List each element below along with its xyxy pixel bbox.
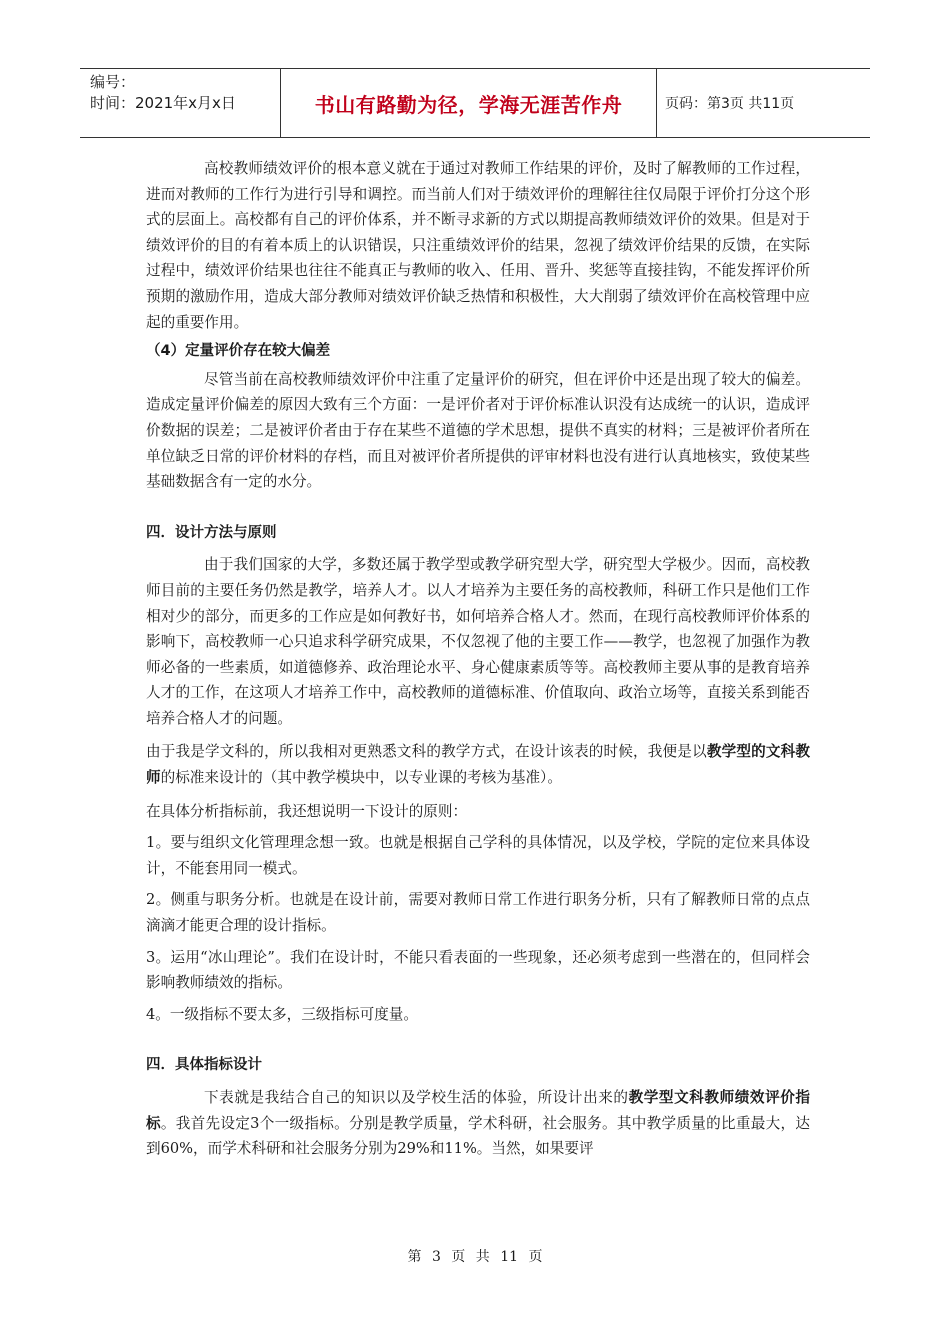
paragraph-indicator-design: 下表就是我结合自己的知识以及学校生活的体验，所设计出来的教学型文科教师绩效评价指标。我首先设定3个一级指标。分别是教学质量，学术科研，社会服务。其中教学质量的比重最大，达到60%，而学术科研和社会服务分别为29%和11%。当然，如果要评	[146, 1089, 810, 1158]
header-meta	[80, 69, 280, 137]
list-item: 3。运用“冰山理论”。我们在设计时，不能只看表面的一些现象，还必须考虑到一些潜在的，但同样会影响教师绩效的指标。	[146, 948, 810, 992]
paragraph-quantitative-bias: 尽管当前在高校教师绩效评价中注重了定量评价的研究，但在评价中还是出现了较大的偏差。造成定量评价偏差的原因大致有三个方面：一是评价者对于评价标准认识没有达成统一的认识，造成评价数据的误差；二是被评价者由于存在某些不道德的学术思想，提供不真实的材料；三是被评价者所在单位缺乏日常的评价材料的存档，而且对被评价者所提供的评审材料也没有进行认真地核实，致使某些基础数据含有一定的水分。	[146, 370, 810, 491]
page-footer: 第 3 页 共 11 页	[407, 1249, 543, 1265]
section-heading-indicator-design: 四．具体指标设计	[146, 1057, 262, 1074]
paragraph-evaluation-meaning: 高校教师绩效评价的根本意义就在于通过对教师工作结果的评价，及时了解教师的工作过程，进而对教师的工作行为进行引导和调控。而当前人们对于绩效评价的理解往往仅局限于评价打分这个形式的层面上。高校都有自己的评价体系，并不断寻求新的方式以期提高教师绩效评价的效果。但是对于绩效评价的目的有着本质上的认识错误，只注重绩效评价的结果，忽视了绩效评价结果的反馈，在实际过程中，绩效评价结果也往往不能真正与教师的收入、任用、晋升、奖惩等直接挂钩，不能发挥评价所预期的激励作用，造成大部分教师对绩效评价缺乏热情和积极性，大大削弱了绩效评价在高校管理中应起的重要作用。	[146, 160, 810, 331]
header-motto-cell	[280, 69, 656, 137]
list-item: 1。要与组织文化管理理念想一致。也就是根据自己学科的具体情况，以及学校，学院的定位来具体设计，不能套用同一模式。	[146, 834, 810, 877]
bold-teacher-type: 教学型的文科教师	[146, 743, 810, 787]
list-item: 4。一级指标不要太多，三级指标可度量。	[146, 1005, 418, 1023]
doc-number-label: 编号：	[90, 73, 136, 91]
header-motto: 书山有路勤为径，学海无涯苦作舟	[314, 92, 623, 117]
page-header	[80, 68, 870, 138]
paragraph-university-types: 由于我们国家的大学，多数还属于教学型或教学研究型大学，研究型大学极少。因而，高校教师目前的主要任务仍然是教学，培养人才。以人才培养为主要任务的高校教师，科研工作只是他们工作相对少的部分，而更多的工作应是如何教好书，如何培养合格人才。然而，在现行高校教师评价体系的影响下，高校教师一心只追求科学研究成果，不仅忽视了他的主要工作——教学，也忽视了加强作为教师必备的一些素质，如道德修养、政治理论水平、身心健康素质等等。高校教师主要从事的是教育培养人才的工作，在这项人才培养工作中，高校教师的道德标准、价值取向、政治立场等，直接关系到能否培养合格人才的问题。	[146, 556, 810, 727]
paragraph-principles-intro: 在具体分析指标前，我还想说明一下设计的原则：	[146, 802, 468, 820]
bold-indicator-name: 教学型文科教师绩效评价指标	[146, 1089, 810, 1132]
header-page-info: 页码：第3页 共11页	[656, 69, 870, 137]
doc-date: 时间：2021年x月x日	[90, 94, 236, 112]
document-body	[146, 156, 810, 1162]
section-heading-design-principles: 四．设计方法与原则	[146, 524, 277, 541]
subheading-quantitative-bias: （4）定量评价存在较大偏差	[146, 343, 331, 360]
list-item: 2。侧重与职务分析。也就是在设计前，需要对教师日常工作进行职务分析，只有了解教师日常的点点滴滴才能更合理的设计指标。	[146, 891, 810, 935]
paragraph-liberal-arts: 由于我是学文科的，所以我相对更熟悉文科的教学方式，在设计该表的时候，我便是以教学型的文科教师的标准来设计的（其中教学模块中，以专业课的考核为基准）。	[146, 743, 810, 787]
principles-list	[146, 830, 810, 1027]
